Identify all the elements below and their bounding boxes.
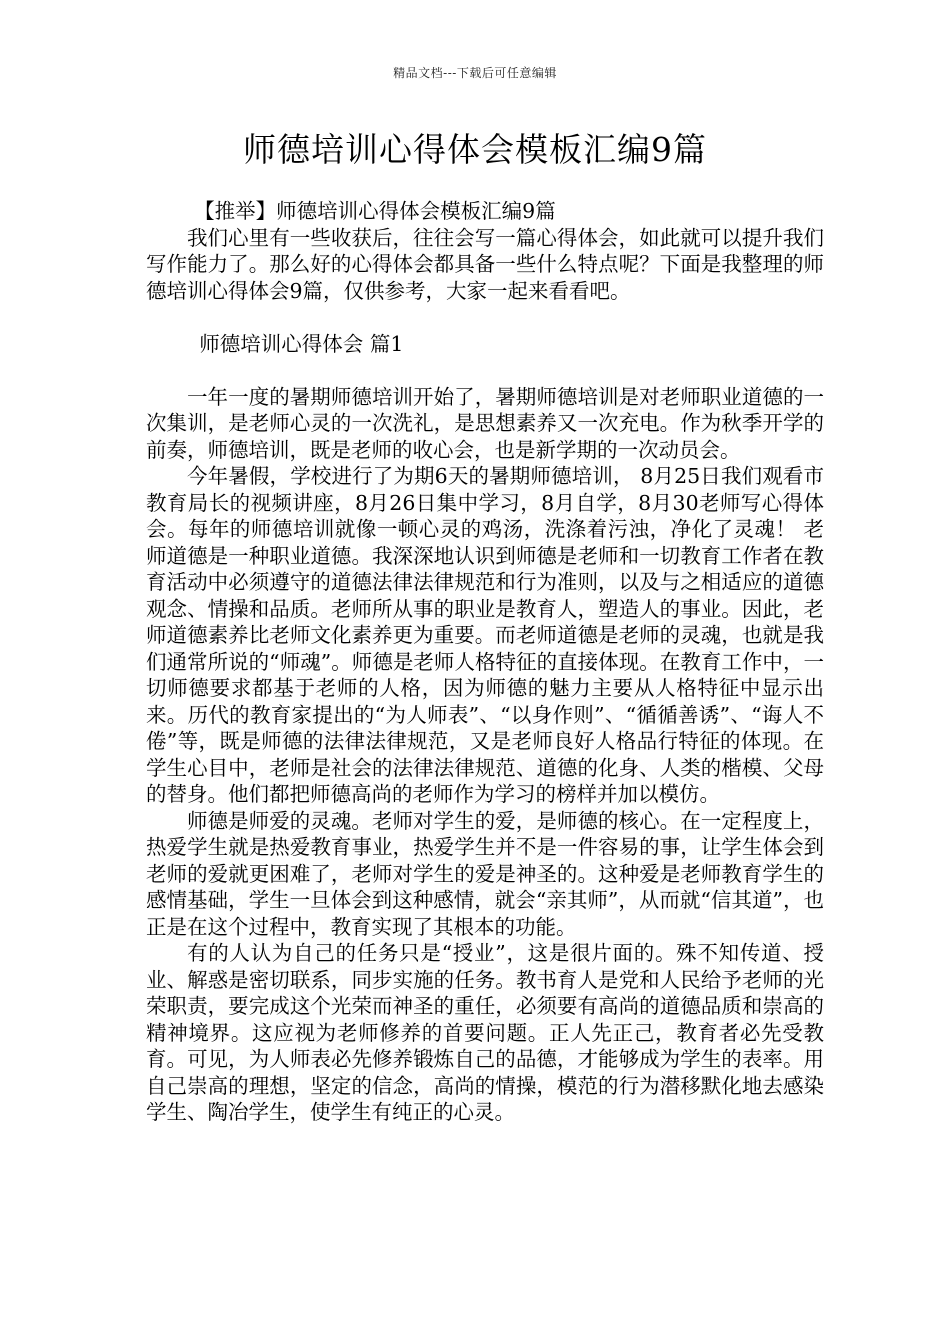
recommend-line: 【推举】师德培训心得体会模板汇编9篇: [194, 199, 556, 223]
document-body: [146, 198, 824, 1126]
body-paragraph: 一年一度的暑期师德培训开始了，暑期师德培训是对老师职业道德的一次集训，是老师心灵的一次洗礼，是思想素养又一次充电。作为秋季开学的前奏，师德培训，既是老师的收心会，也是新学期的一次动员会。: [146, 384, 824, 462]
body-paragraph: 师德是师爱的灵魂。老师对学生的爱，是师德的核心。在一定程度上，热爱学生就是热爱教育事业，热爱学生并不是一件容易的事，让学生体会到老师的爱就更困难了，老师对学生的爱是神圣的。这种爱是老师教育学生的感情基础，学生一旦体会到这种感情，就会“亲其师”，从而就“信其道”，也正是在这个过程中，教育实现了其根本的功能。: [146, 808, 824, 939]
body-paragraph: 今年暑假，学校进行了为期6天的暑期师德培训， 8月25日我们观看市教育局长的视频讲座，8月26日集中学习，8月自学，8月30老师写心得体会。每年的师德培训就像一顿心灵的鸡汤，洗涤着污浊，净化了灵魂！ 老师道德是一种职业道德。我深深地认识到师德是老师和一切教育工作者在教育活动中必须遵守的道德法律法律规范和行为准则，以及与之相适应的道德观念、情操和品质。老师所从事的职业是教育人，塑造人的事业。因此，老师道德素养比老师文化素养更为重要。而老师道德是老师的灵魂，也就是我们通常所说的“师魂”。师德是老师人格特征的直接体现。在教育工作中，一切师德要求都基于老师的人格，因为师德的魅力主要从人格特征中显示出来。历代的教育家提出的“为人师表”、“以身作则”、“循循善诱”、“诲人不倦”等，既是师德的法律法律规范，又是老师良好人格品行特征的体现。在学生心目中，老师是社会的法律法律规范、道德的化身、人类的楷模、父母的替身。他们都把师德高尚的老师作为学习的榜样并加以模仿。: [146, 464, 824, 806]
body-paragraph: 有的人认为自己的任务只是“授业”，这是很片面的。殊不知传道、授业、解惑是密切联系，同步实施的任务。教书育人是党和人民给予老师的光荣职责，要完成这个光荣而神圣的重任，必须要有高尚的道德品质和崇高的精神境界。这应视为老师修养的首要问题。正人先正己，教育者必先受教育。可见，为人师表必先修养锻炼自己的品德，才能够成为学生的表率。用自己崇高的理想，坚定的信念，高尚的情操，模范的行为潜移默化地去感染学生、陶冶学生，使学生有纯正的心灵。: [146, 941, 824, 1124]
page-header: 精品文档---下载后可任意编辑: [393, 66, 557, 80]
intro-paragraph: 我们心里有一些收获后，往往会写一篇心得体会，如此就可以提升我们写作能力了。那么好的心得体会都具备一些什么特点呢？下面是我整理的师德培训心得体会9篇，仅供参考，大家一起来看看吧。: [146, 225, 824, 303]
document-title: 师德培训心得体会模板汇编9篇: [243, 130, 707, 169]
section-heading: 师德培训心得体会 篇1: [199, 332, 404, 356]
